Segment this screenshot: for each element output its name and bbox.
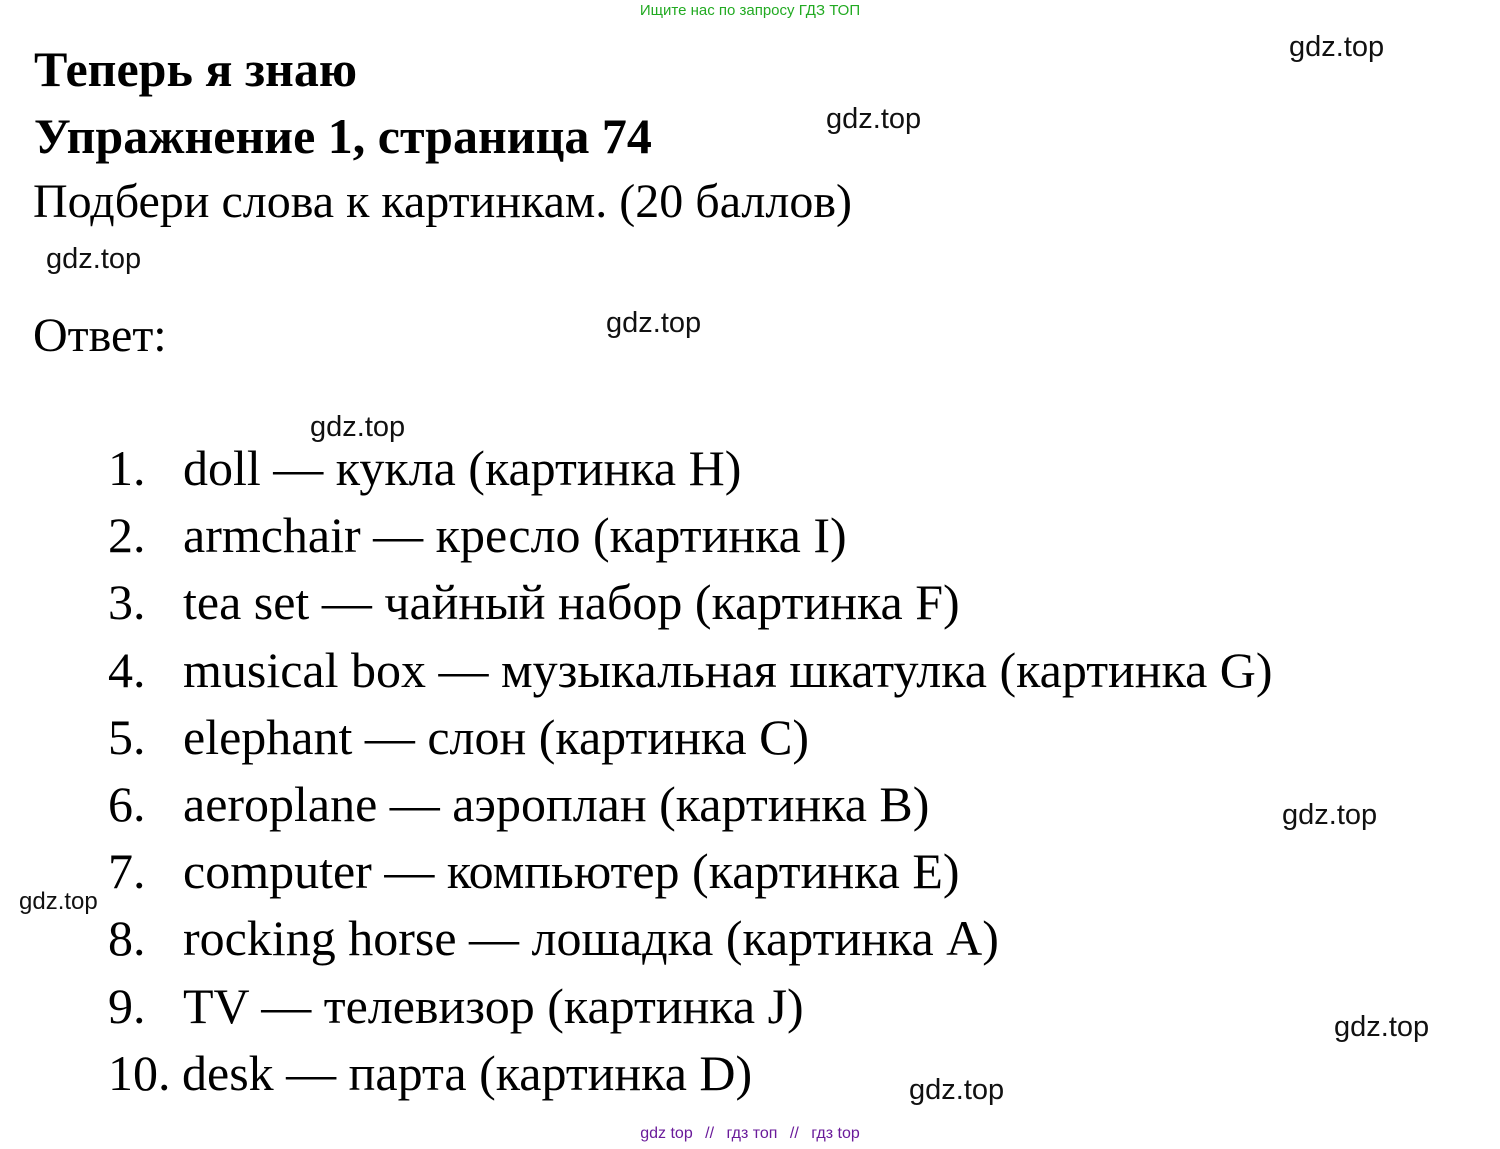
answer-number: 3. bbox=[108, 574, 146, 631]
answer-text: desk — парта (картинка D) bbox=[182, 1044, 753, 1101]
exercise-title: Упражнение 1, страница 74 bbox=[34, 108, 652, 164]
answer-number: 7. bbox=[108, 843, 146, 900]
watermark: gdz.top bbox=[310, 411, 406, 443]
answer-label: Ответ: bbox=[33, 309, 167, 362]
answer-text: elephant — слон (картинка C) bbox=[183, 708, 810, 765]
answer-text: rocking horse — лошадка (картинка A) bbox=[183, 910, 999, 967]
answer-text: musical box — музыкальная шкатулка (картинка G) bbox=[183, 641, 1273, 698]
footer-links bbox=[0, 1125, 1500, 1143]
answer-number: 10. bbox=[108, 1044, 171, 1101]
watermark: gdz.top bbox=[909, 1074, 1005, 1106]
answer-number: 5. bbox=[108, 708, 146, 765]
answer-number: 8. bbox=[108, 910, 146, 967]
answer-number: 4. bbox=[108, 641, 146, 698]
answer-number: 6. bbox=[108, 775, 146, 832]
answer-text: doll — кукла (картинка H) bbox=[183, 440, 742, 496]
exercise-instruction: Подбери слова к картинкам. (20 баллов) bbox=[33, 175, 852, 228]
answer-text: armchair — кресло (картинка I) bbox=[183, 507, 847, 564]
footer-link-gdz-top[interactable]: gdz top bbox=[640, 1125, 693, 1142]
watermark: gdz.top bbox=[1289, 31, 1385, 63]
footer-link-gdz-top-mixed[interactable]: гдз top bbox=[811, 1125, 860, 1142]
answer-text: TV — телевизор (картинка J) bbox=[183, 977, 804, 1034]
watermark: gdz.top bbox=[1334, 1011, 1430, 1043]
answer-text: aeroplane — аэроплан (картинка B) bbox=[183, 775, 930, 832]
watermark: gdz.top bbox=[606, 307, 702, 339]
section-title: Теперь я знаю bbox=[34, 41, 358, 97]
answer-text: tea set — чайный набор (картинка F) bbox=[183, 574, 960, 631]
answer-number: 9. bbox=[108, 977, 146, 1034]
watermark: gdz.top bbox=[46, 243, 142, 275]
answer-number: 1. bbox=[108, 440, 146, 496]
footer-separator: // bbox=[705, 1125, 715, 1142]
watermark: gdz.top bbox=[19, 888, 98, 915]
footer-separator: // bbox=[789, 1125, 799, 1142]
watermark: gdz.top bbox=[826, 103, 922, 135]
answer-number: 2. bbox=[108, 507, 146, 564]
footer-link-gdz-top-ru[interactable]: гдз топ bbox=[726, 1125, 778, 1142]
watermark: gdz.top bbox=[1282, 799, 1378, 831]
answer-text: computer — компьютер (картинка E) bbox=[183, 843, 960, 900]
search-hint-banner: Ищите нас по запросу ГДЗ ТОП bbox=[639, 2, 861, 19]
